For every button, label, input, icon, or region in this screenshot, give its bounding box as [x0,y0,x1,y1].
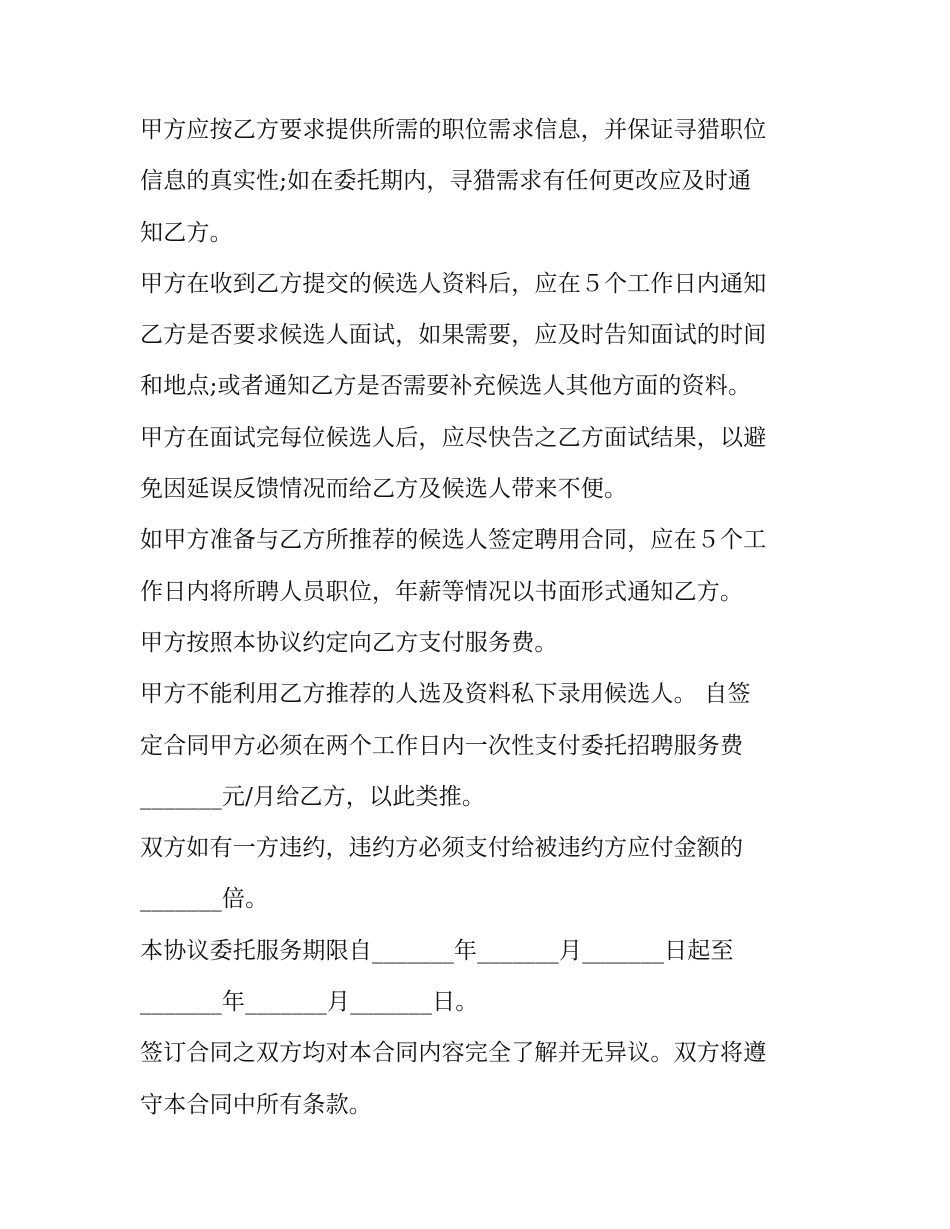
text-line-6: 和地点;或者通知乙方是否需要补充候选人其他方面的资料。 [140,373,752,400]
text-line-19: 签订合同之双方均对本合同内容完全了解并无异议。双方将遵 [140,1040,767,1067]
text-line-15: 双方如有一方违约，违约方必须支付给被违约方应付金额的 [140,835,744,862]
text-line-3: 知乙方。 [140,219,233,246]
contract-text-body [140,105,820,1131]
text-line-7: 甲方在面试完每位候选人后，应尽快告之乙方面试结果，以避 [140,424,767,451]
text-line-12: 甲方不能利用乙方推荐的人选及资料私下录用候选人。 自签 [140,681,751,708]
text-line-9: 如甲方准备与乙方所推荐的候选人签定聘用合同，应在５个工 [140,527,767,554]
text-line-20: 守本合同中所有条款。 [140,1091,372,1118]
text-line-4: 甲方在收到乙方提交的候选人资料后，应在５个工作日内通知 [140,270,767,297]
text-line-11: 甲方按照本协议约定向乙方支付服务费。 [140,629,558,656]
text-line-16: _______倍。 [140,886,269,913]
text-line-2: 信息的真实性;如在委托期内，寻猎需求有任何更改应及时通 [140,168,752,195]
text-line-10: 作日内将所聘人员职位，年薪等情况以书面形式通知乙方。 [140,578,744,605]
text-line-8: 免因延误反馈情况而给乙方及候选人带来不便。 [140,476,628,503]
text-line-18: _______年_______月_______日。 [140,989,479,1016]
text-line-17: 本协议委托服务期限自_______年_______月_______日起至 [140,937,734,964]
text-line-13: 定合同甲方必须在两个工作日内一次性支付委托招聘服务费 [140,732,744,759]
text-line-1: 甲方应按乙方要求提供所需的职位需求信息，并保证寻猎职位 [140,117,767,143]
text-line-5: 乙方是否要求候选人面试，如果需要，应及时告知面试的时间 [140,322,767,349]
text-line-14: _______元/月给乙方，以此类推。 [140,783,486,810]
